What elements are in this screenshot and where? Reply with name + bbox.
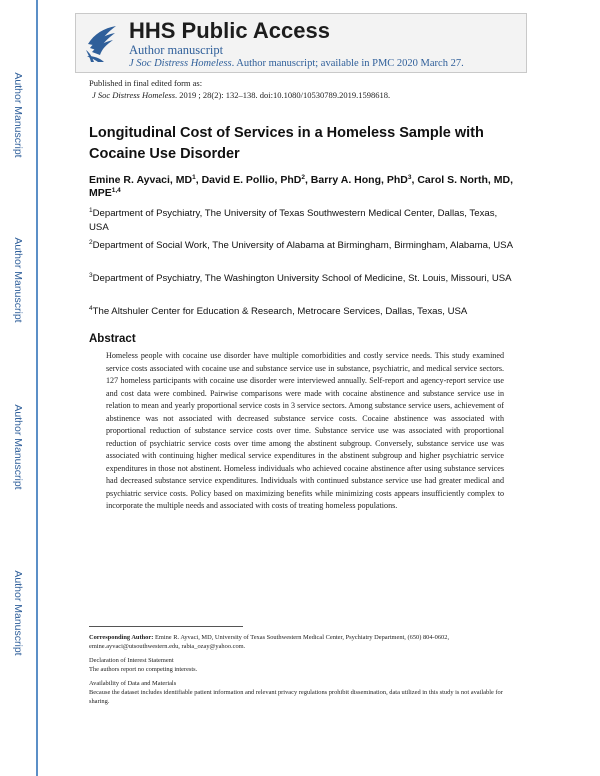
corresponding-author-note: Corresponding Author: Emine R. Ayvaci, MD, University of Texas Southwestern Medical Center, Psychiatry Department, (650) 804-0602, emine.ayvaci@utsouthwestern.edu, rabia_ozay@yahoo.com. <box>89 634 450 650</box>
author-name: Carol S. North, MD, MPE <box>89 174 513 199</box>
declaration-heading: Declaration of Interest Statement <box>89 657 174 664</box>
side-label-author-manuscript: Author Manuscript <box>12 570 24 656</box>
published-in: Published in final edited form as: J Soc Distress Homeless. 2019 ; 28(2): 132–138. doi:10.1080/10530789.2019.1598618. <box>89 78 391 100</box>
data-availability-heading: Availability of Data and Materials <box>89 680 177 687</box>
author-name: David E. Pollio, PhD <box>201 174 302 186</box>
side-label-author-manuscript: Author Manuscript <box>12 72 24 158</box>
hhs-eagle-logo-icon <box>82 20 120 64</box>
abstract-body: Homeless people with cocaine use disorder have multiple comorbidities and costly service needs. This study examined service costs associated with cocaine use and substance service use in substance, psychiatric, and medical service sectors. 127 homeless participants with cocaine use disorder were interviewed annually. Self-report and agency-report service use and cost data were combined. Pairwise comparisons were made with cocaine abstinence and substance service use in relation to mean and yearly proportional service costs in 3 service sectors. Among substance service users, achievement of abstinence was not associated with decreased substance service costs. Cocaine abstinence was associated with proportional reduction of substance service costs over time. Substance service use was associated with proportional reduction of psychiatric service costs over time among the abstinent subgroup. Conversely, substance service use was associated with continuing higher medical service expenditures in the abstinent subgroup and higher psychiatric service expenditures in those not abstinent. Homeless individuals who achieved cocaine abstinence after using substance services had decreased substance service expenditures. Individuals with continued substance service use had greater medical and psychiatric service costs. Policy based on maximizing benefits while minimizing costs appears insufficiently complex to incorporate the multiple needs and associated with costs of treating homeless populations. <box>106 351 504 510</box>
affiliation: $^3$Department of Psychiatry, The Washington University School of Medicine, St. Louis, Missouri, USA <box>89 272 512 284</box>
affiliation: $^1$Department of Psychiatry, The University of Texas Southwestern Medical Center, Dallas, Texas, USA <box>89 207 498 233</box>
data-availability-text: Because the dataset includes identifiable patient information and relevant privacy regulations prohibit dissemination, data utilized in this study is not available for sharing. <box>89 689 503 705</box>
side-label-author-manuscript: Author Manuscript <box>12 237 24 323</box>
author-manuscript-label: Author manuscript <box>129 43 224 57</box>
margin-rule <box>36 0 38 776</box>
declaration-text: The authors report no competing interests. <box>89 666 198 673</box>
journal-citation: J Soc Distress Homeless. Author manuscript; available in PMC 2020 March 27. <box>129 58 464 69</box>
side-label-author-manuscript: Author Manuscript <box>12 404 24 490</box>
footnote-divider <box>89 626 243 627</box>
author-list: Emine R. Ayvaci, $MD^1$, David E. Pollio, PhD$^2$, Barry A. Hong, PhD$^3$, Carol S. North, MD, MPE$^{1,4}$ <box>89 174 513 199</box>
hhs-title: HHS Public Access <box>129 18 330 43</box>
author-name: Barry A. Hong, PhD <box>310 174 408 186</box>
hhs-header <box>75 13 527 73</box>
affiliation: $^4$The Altshuler Center for Education & Research, Metrocare Services, Dallas, Texas, USA <box>89 305 468 317</box>
article-title: Longitudinal Cost of Services in a Homeless Sample with Cocaine Use Disorder <box>89 125 484 162</box>
author-name: Emine R. Ayvaci, MD <box>89 174 193 186</box>
abstract-heading: Abstract <box>89 333 136 345</box>
affiliation: $^2$Department of Social Work, The University of Alabama at Birmingham, Birmingham, Alabama, USA <box>89 239 513 251</box>
footnotes <box>89 633 509 706</box>
